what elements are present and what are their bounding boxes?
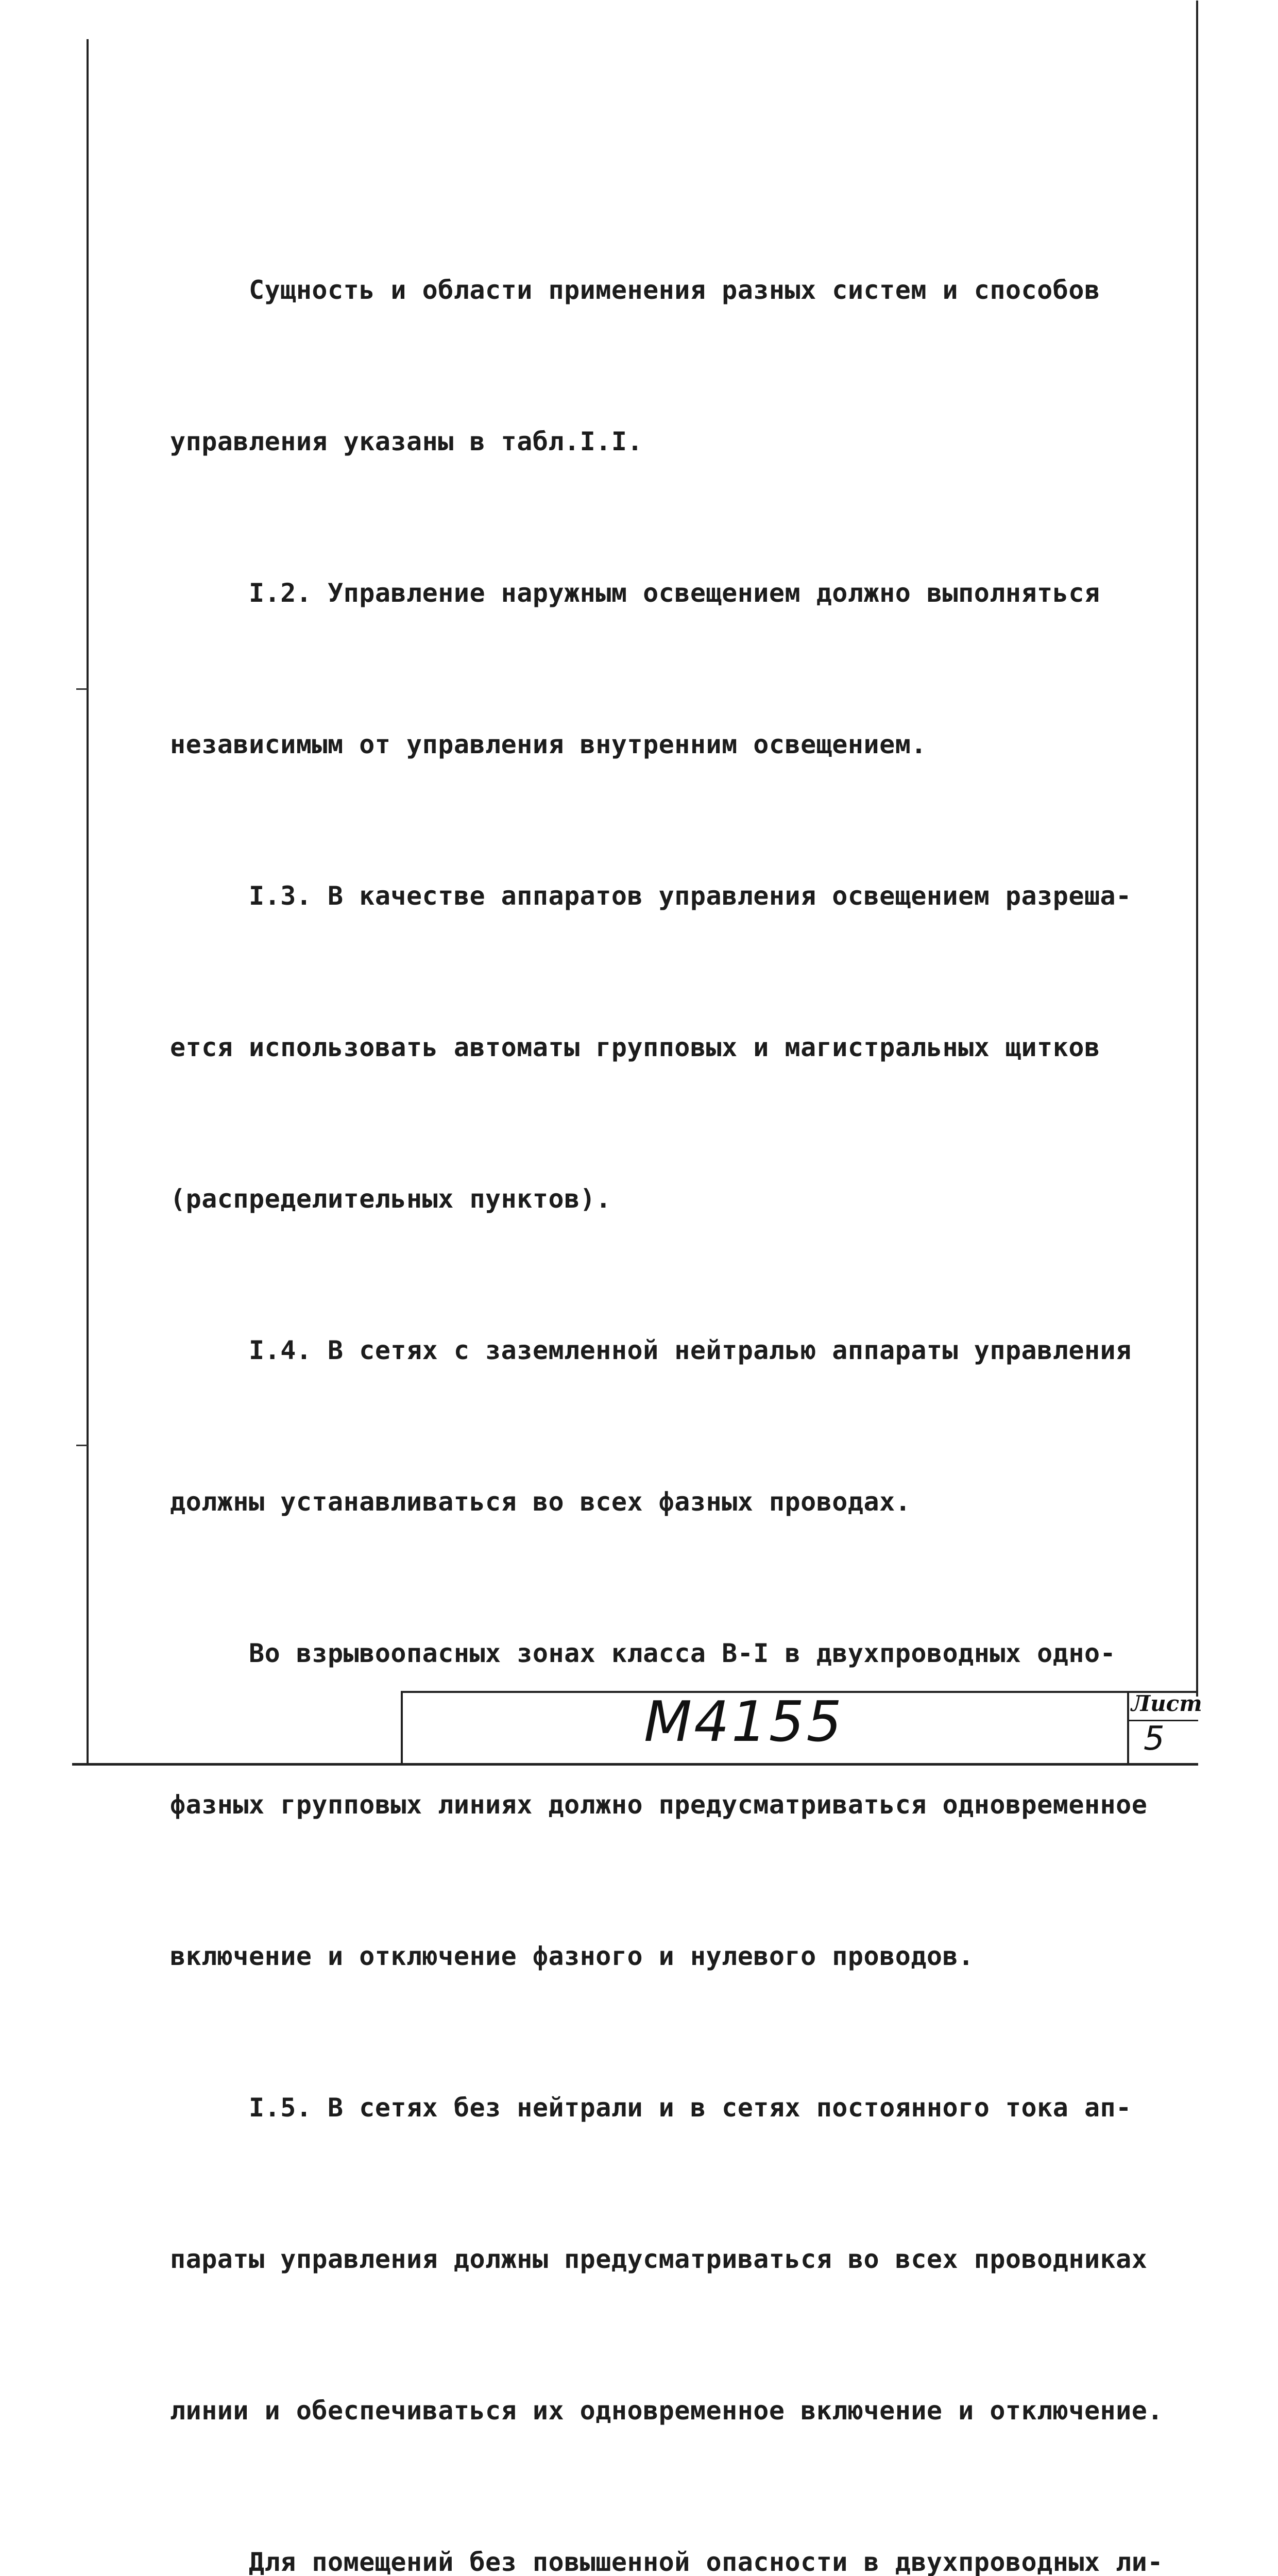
frame-left-border bbox=[87, 39, 89, 1764]
text-line: Во взрывоопасных зонах класса В-I в двухпроводных одно- bbox=[170, 1638, 1116, 1668]
text-line: линии и обеспечиваться их одновременное включение и отключение. bbox=[170, 2396, 1163, 2426]
binding-tick bbox=[76, 1445, 88, 1446]
document-body bbox=[170, 164, 1195, 2576]
text-line: Для помещений без повышенной опасности в двухпроводных ли- bbox=[170, 2547, 1163, 2576]
text-line: I.2. Управление наружным освещением должно выполняться bbox=[170, 578, 1100, 608]
binding-tick bbox=[76, 688, 88, 690]
text-line: фазных групповых линиях должно предусматриваться одновременное bbox=[170, 1790, 1148, 1820]
text-line: (распределительных пунктов). bbox=[170, 1184, 611, 1214]
text-line: Сущность и области применения разных систем и способов bbox=[170, 275, 1100, 305]
frame-right-border bbox=[1196, 1, 1198, 1697]
text-line: ется использовать автоматы групповых и магистральных щитков bbox=[170, 1032, 1100, 1062]
text-line: включение и отключение фазного и нулевого проводов. bbox=[170, 1941, 974, 1971]
text-line: I.3. В качестве аппаратов управления освещением разреша- bbox=[170, 881, 1132, 911]
text-line: параты управления должны предусматриваться во всех проводниках bbox=[170, 2244, 1148, 2274]
sheet-label: Лист bbox=[1131, 1691, 1202, 1716]
document-code: M4155 bbox=[644, 1690, 844, 1754]
text-line: независимым от управления внутренним освещением. bbox=[170, 730, 927, 759]
text-line: управления указаны в табл.I.I. bbox=[170, 427, 643, 456]
text-line: I.5. В сетях без нейтрали и в сетях постоянного тока ап- bbox=[170, 2093, 1132, 2123]
text-line: должны устанавливаться во всех фазных проводах. bbox=[170, 1487, 911, 1517]
text-line: I.4. В сетях с заземленной нейтралью аппараты управления bbox=[170, 1335, 1132, 1365]
sheet-number: 5 bbox=[1144, 1720, 1165, 1758]
